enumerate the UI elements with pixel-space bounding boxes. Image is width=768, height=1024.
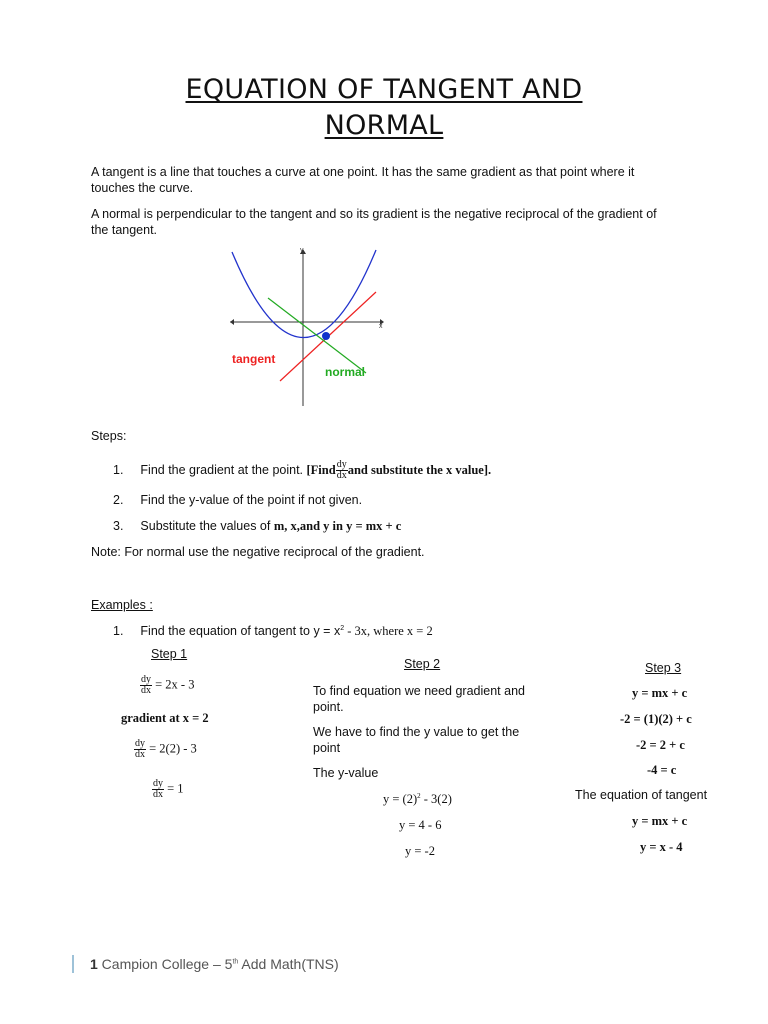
title-line-2: NORMAL: [324, 110, 444, 141]
step2-eq-1-lhs: y = (2): [383, 792, 418, 807]
dy: dy: [135, 738, 145, 749]
curve: [232, 250, 376, 338]
dy: dy: [141, 674, 151, 685]
step-item-2: [113, 493, 362, 507]
step3-eq-4: -4 = c: [647, 763, 677, 777]
step3-heading: Step 3: [645, 661, 682, 675]
point-of-tangency: [322, 332, 330, 340]
step-1-rest: and substitute the x value].: [347, 462, 492, 477]
step2-eq-1: [383, 792, 452, 807]
step2-heading: Step 2: [404, 657, 441, 671]
step-1-derivative: [336, 460, 348, 481]
page-number: 1: [90, 956, 98, 972]
step3-eq-5: y = mx + c: [632, 814, 688, 828]
dx: dx: [141, 685, 151, 696]
steps-heading: Steps:: [91, 429, 127, 443]
step2-para-2: We have to find the y value to get the point: [313, 725, 520, 755]
step-1-find: [Find: [306, 462, 336, 477]
tangent-normal-figure: [228, 246, 388, 411]
footer: [90, 956, 339, 972]
footer-accent-bar: [72, 955, 74, 973]
dy: dy: [336, 459, 347, 470]
step1-heading: Step 1: [151, 647, 188, 661]
step1-line-3: [134, 739, 197, 760]
step-3-math: m, x,and y in y = mx + c: [273, 519, 402, 533]
step2-eq-3: y = -2: [405, 844, 435, 858]
footer-sup: th: [232, 958, 239, 966]
step3-eq-2: -2 = (1)(2) + c: [620, 712, 692, 726]
step-2-text: Find the y-value of the point if not given.: [140, 493, 363, 507]
step-item-3: [113, 519, 401, 534]
step-3-number: 3.: [113, 519, 124, 533]
footer-text: Campion College – 5: [97, 956, 233, 972]
example-1-sup: 2: [340, 624, 345, 632]
example-1-rest: - 3x, where x = 2: [344, 624, 433, 638]
examples-heading: Examples :: [91, 598, 153, 612]
tangent-definition: A tangent is a line that touches a curve at one point. It has the same gradient as that point where it touches the curve.: [91, 165, 635, 195]
normal-definition: A normal is perpendicular to the tangent and so its gradient is the negative reciprocal of the gradient of the tangent.: [91, 207, 657, 237]
example-1-number: 1.: [113, 624, 124, 638]
x-axis-label: x: [379, 323, 383, 330]
step2-eq-2: y = 4 - 6: [399, 818, 442, 832]
tangent-label: tangent: [232, 352, 276, 366]
step2-para-1: To find equation we need gradient and point.: [313, 684, 525, 714]
step2-eq-1-rest: - 3(2): [420, 792, 452, 807]
x-axis-arrow-left: [230, 319, 234, 325]
step3-eq-1: y = mx + c: [632, 686, 688, 700]
step1-line-3-rhs: = 2(2) - 3: [149, 741, 197, 756]
normal-label: normal: [325, 365, 366, 379]
note: Note: For normal use the negative reciprocal of the gradient.: [91, 545, 425, 559]
step1-line-2: gradient at x = 2: [121, 711, 209, 725]
step-3-text: Substitute the values of: [140, 519, 274, 533]
step1-line-1: [140, 675, 194, 696]
dx: dx: [135, 749, 145, 760]
y-axis-label: y: [300, 247, 304, 254]
step-1-text: Find the gradient at the point.: [140, 462, 307, 477]
page-title: [0, 72, 768, 144]
step-1-number: 1.: [113, 462, 124, 477]
title-line-1: EQUATION OF TANGENT AND: [185, 74, 583, 105]
dx: dx: [153, 789, 163, 800]
step1-line-4-rhs: = 1: [167, 781, 184, 796]
step3-eq-6: y = x - 4: [640, 840, 683, 854]
step2-eq-1-sup: 2: [417, 792, 421, 800]
step1-line-4: [152, 779, 184, 800]
example-1: [113, 624, 433, 639]
dy: dy: [153, 778, 163, 789]
example-1-text: Find the equation of tangent to y = x: [140, 624, 341, 638]
step3-para-1: The equation of tangent: [575, 788, 708, 802]
step-2-number: 2.: [113, 493, 124, 507]
dx: dx: [336, 470, 347, 481]
step2-para-3: The y-value: [313, 766, 379, 780]
step-item-1: [113, 460, 491, 481]
step3-eq-3: -2 = 2 + c: [636, 738, 685, 752]
normal-line: [268, 298, 366, 373]
footer-rest: Add Math(TNS): [238, 956, 339, 972]
step1-line-1-rhs: = 2x - 3: [155, 677, 195, 692]
